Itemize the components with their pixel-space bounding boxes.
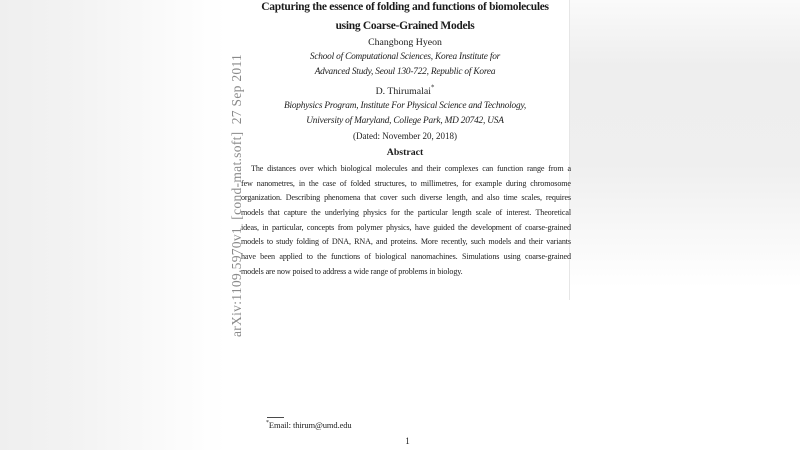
author-1-affiliation-line-1: School of Computational Sciences, Korea Institute for bbox=[309, 52, 501, 62]
footnote-rule bbox=[267, 417, 284, 418]
left-margin-shading bbox=[0, 0, 226, 450]
author-name-2 bbox=[235, 86, 575, 97]
abstract-line: few nanometres, in the case of folded structures, to millimetres, for example during chromosome bbox=[241, 178, 571, 188]
abstract-heading: Abstract bbox=[386, 147, 424, 158]
abstract-line: models to study folding of DNA, RNA, and proteins. More recently, such models and their variants bbox=[241, 237, 571, 247]
abstract-line: organization. Describing phenomena that cover such diverse length, and also time scales, requires bbox=[241, 193, 571, 203]
footnote-email-text: Email: thirum@umd.edu bbox=[268, 420, 352, 430]
paper-title-line-1: Capturing the essence of folding and functions of biomolecules bbox=[261, 1, 549, 13]
dated-line: (Dated: November 20, 2018) bbox=[353, 131, 457, 141]
abstract-line: The distances over which biological molecules and their complexes can function range from a bbox=[251, 164, 571, 173]
arxiv-watermark: arXiv:1109.5970v1 [cond-mat.soft] 27 Sep 2011 bbox=[229, 53, 244, 337]
author-2-affiliation-line-2: University of Maryland, College Park, MD 20742, USA bbox=[306, 116, 504, 126]
abstract-line: models that capture the underlying physics for the particular length scale of interest. Theoretical bbox=[241, 208, 571, 218]
abstract-line: ideas, in particular, concepts from polymer physics, have guided the development of coarse-grained bbox=[241, 222, 571, 232]
author-1-affiliation-line-2: Advanced Study, Seoul 130-722, Republic of Korea bbox=[314, 67, 496, 77]
abstract-paragraph bbox=[241, 162, 571, 280]
author-2-affiliation-line-1: Biophysics Program, Institute For Physical Science and Technology, bbox=[284, 101, 526, 111]
paper-title-line-2: using Coarse-Grained Models bbox=[335, 20, 475, 32]
right-margin-shading bbox=[569, 0, 800, 300]
author-name-2-text: D. Thirumalai bbox=[375, 86, 431, 97]
footnote-marker: * bbox=[266, 420, 269, 427]
author-name-1: Changbong Hyeon bbox=[368, 37, 442, 48]
author-2-footnote-marker: * bbox=[430, 84, 435, 92]
abstract-line: have been applied to the functions of biological nanomachines. Simulations using coarse-grained bbox=[241, 252, 571, 262]
footnote bbox=[266, 420, 352, 430]
abstract-line: models are now poised to address a wide range of problems in biology. bbox=[241, 266, 463, 276]
paper-content bbox=[235, 0, 575, 450]
page-number: 1 bbox=[405, 436, 410, 446]
